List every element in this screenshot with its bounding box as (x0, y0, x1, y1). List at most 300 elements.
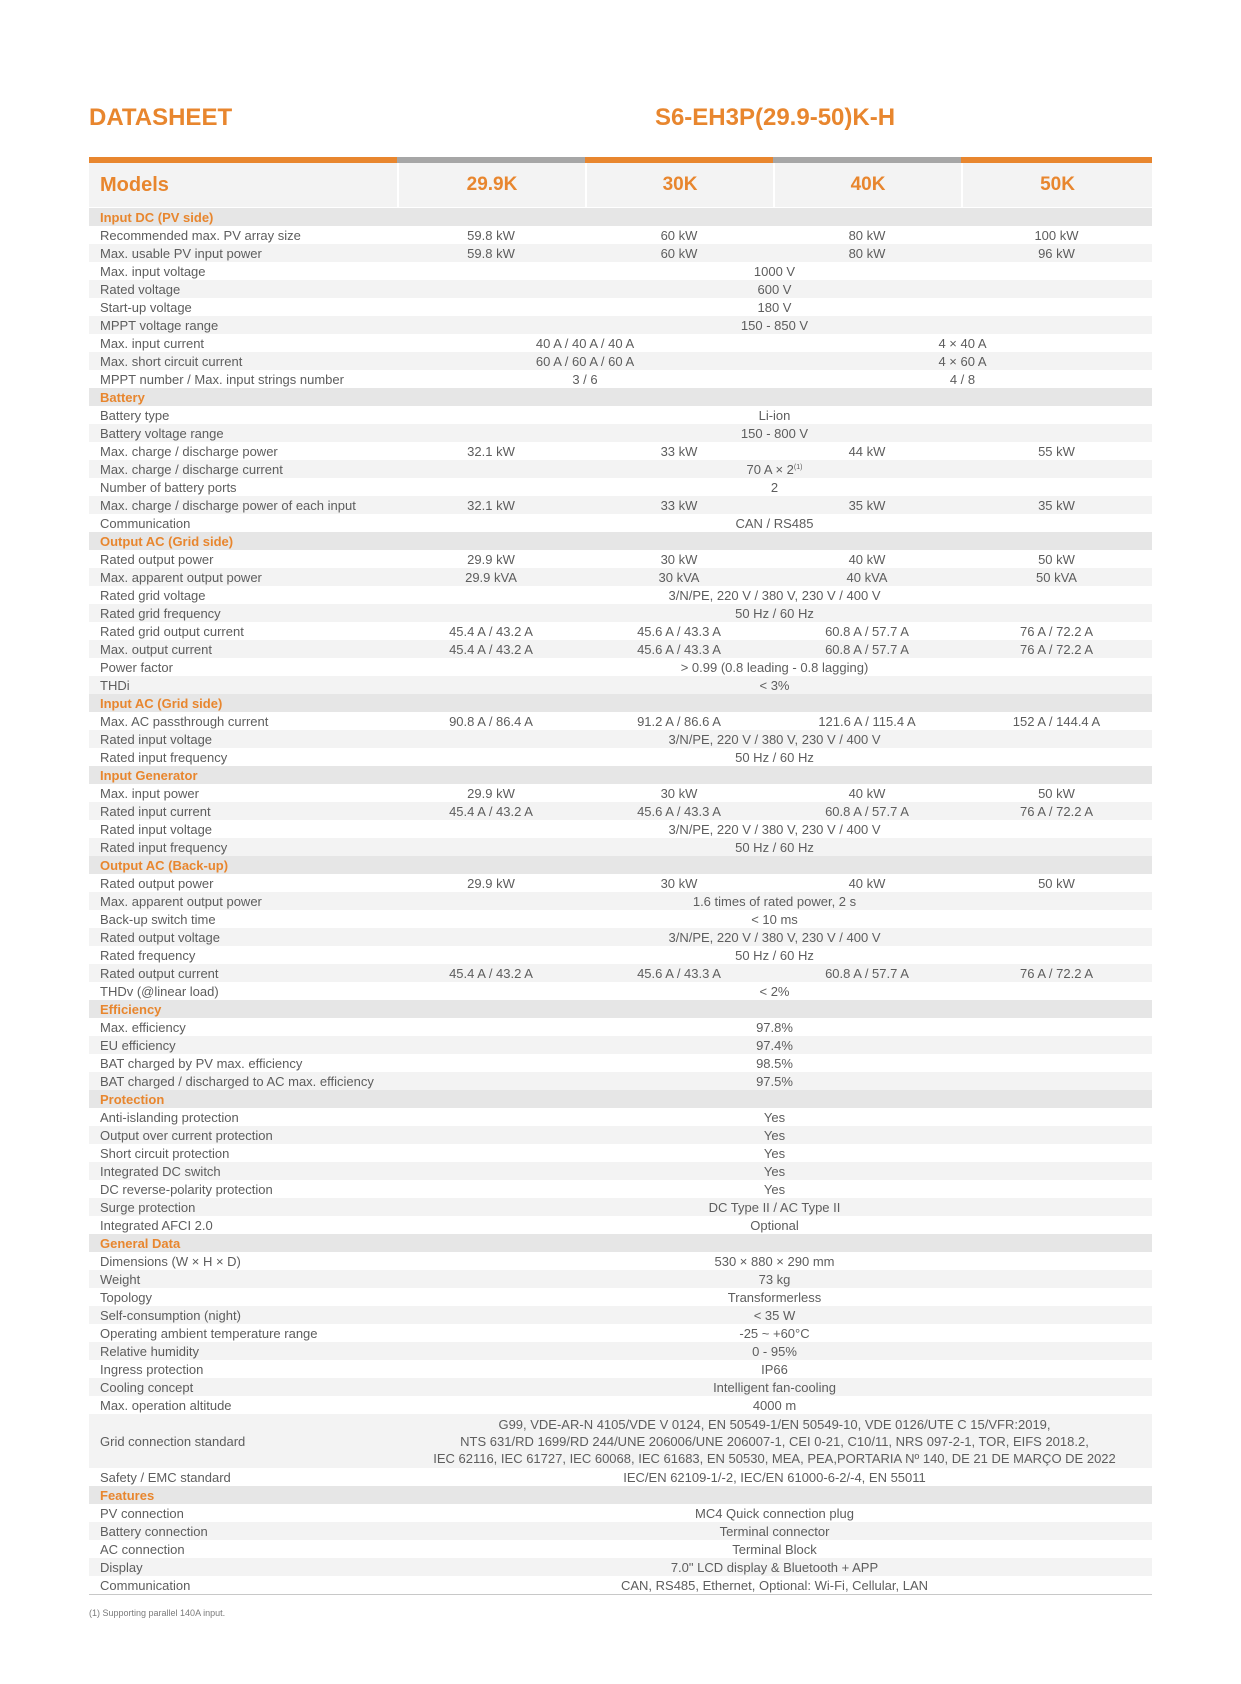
section-title: Input Generator (89, 766, 1152, 784)
row-value (773, 641, 961, 658)
value-text: 35 kW (848, 497, 886, 513)
row-label: Max. charge / discharge power (100, 443, 278, 459)
value-text: 96 kW (1038, 245, 1075, 261)
row-value (397, 1325, 1152, 1342)
value-text: 30 kVA (658, 569, 700, 585)
value-text: DC Type II / AC Type II (708, 1199, 841, 1215)
section-title: Input DC (PV side) (89, 208, 1152, 226)
row-value (397, 785, 585, 802)
row-value (397, 623, 585, 640)
table-row (89, 1252, 1152, 1270)
row-label: Communication (100, 1577, 191, 1593)
value-text: Optional (750, 1217, 799, 1233)
value-text: 40 kW (848, 785, 886, 801)
table-row (89, 316, 1152, 334)
row-value (961, 803, 1152, 820)
table-row (89, 820, 1152, 838)
row-value (397, 641, 585, 658)
row-value (397, 677, 1152, 694)
row-value (773, 353, 1152, 370)
row-label: Topology (100, 1289, 153, 1305)
value-text: 60.8 A / 57.7 A (825, 965, 909, 981)
value-text: 600 V (757, 281, 792, 297)
row-label: Max. AC passthrough current (100, 713, 269, 729)
value-text: 45.4 A / 43.2 A (449, 623, 533, 639)
row-label: Weight (100, 1271, 141, 1287)
table-row (89, 1576, 1152, 1594)
row-value (773, 713, 961, 730)
row-value (773, 803, 961, 820)
value-text: 3/N/PE, 220 V / 380 V, 230 V / 400 V (668, 731, 881, 747)
value-text: 91.2 A / 86.6 A (637, 713, 721, 729)
value-text: 97.8% (756, 1019, 793, 1035)
row-value (397, 731, 1152, 748)
row-value (773, 875, 961, 892)
row-value (961, 245, 1152, 262)
row-label: Safety / EMC standard (100, 1469, 231, 1485)
row-label: Rated input voltage (100, 821, 213, 837)
row-value (397, 929, 1152, 946)
row-value (585, 443, 773, 460)
value-text: Yes (763, 1127, 786, 1143)
section-title: Input AC (Grid side) (89, 694, 1152, 712)
table-row (89, 244, 1152, 262)
row-value (397, 461, 1152, 478)
row-value (397, 443, 585, 460)
row-value (397, 515, 1152, 532)
row-value (773, 497, 961, 514)
table-row (89, 496, 1152, 514)
table-row (89, 514, 1152, 532)
table-row (89, 910, 1152, 928)
value-text: 100 kW (1034, 227, 1079, 243)
row-value (397, 1469, 1152, 1486)
value-text: 76 A / 72.2 A (1019, 641, 1093, 657)
row-label: Integrated AFCI 2.0 (100, 1217, 213, 1233)
row-value (397, 1181, 1152, 1198)
table-row (89, 460, 1152, 478)
value-text: 40 kW (848, 551, 886, 567)
value-text: 50 Hz / 60 Hz (735, 749, 814, 765)
value-text: < 10 ms (751, 911, 798, 927)
table-row (89, 478, 1152, 496)
row-label: Rated grid voltage (100, 587, 206, 603)
row-label: THDi (100, 677, 130, 693)
row-label: Max. output current (100, 641, 212, 657)
table-row (89, 262, 1152, 280)
row-label: Rated input current (100, 803, 211, 819)
row-value (397, 551, 585, 568)
row-value (961, 641, 1152, 658)
value-text: 40 kW (848, 875, 886, 891)
row-value (773, 443, 961, 460)
row-value (585, 641, 773, 658)
table-row (89, 550, 1152, 568)
value-text: IP66 (761, 1361, 788, 1377)
value-text: 180 V (757, 299, 792, 315)
row-value (961, 551, 1152, 568)
table-row (89, 1504, 1152, 1522)
row-value (961, 713, 1152, 730)
table-row (89, 964, 1152, 982)
row-label: Ingress protection (100, 1361, 204, 1377)
table-row (89, 1108, 1152, 1126)
value-text: 50 kW (1038, 551, 1075, 567)
row-value (397, 335, 773, 352)
row-label: Max. efficiency (100, 1019, 186, 1035)
models-label: Models (100, 173, 169, 196)
value-text: 7.0" LCD display & Bluetooth + APP (670, 1559, 879, 1575)
value-text: 40 A / 40 A / 40 A (535, 335, 635, 351)
value-text: 60.8 A / 57.7 A (825, 641, 909, 657)
table-row (89, 604, 1152, 622)
row-value (397, 317, 1152, 334)
value-text: 1.6 times of rated power, 2 s (692, 893, 857, 909)
row-value (773, 371, 1152, 388)
table-row (89, 1036, 1152, 1054)
section-title: Efficiency (89, 1000, 1152, 1018)
table-row (89, 1468, 1152, 1486)
table-row (89, 280, 1152, 298)
value-text: 3/N/PE, 220 V / 380 V, 230 V / 400 V (668, 821, 881, 837)
value-text: 3/N/PE, 220 V / 380 V, 230 V / 400 V (668, 929, 881, 945)
footnote: (1) Supporting parallel 140A input. (89, 1608, 226, 1618)
table-row (89, 226, 1152, 244)
row-value (397, 1379, 1152, 1396)
value-text: 4000 m (752, 1397, 797, 1413)
row-label: Battery connection (100, 1523, 208, 1539)
row-value (961, 875, 1152, 892)
row-value (397, 1271, 1152, 1288)
value-text: < 3% (759, 677, 790, 693)
row-label: Recommended max. PV array size (100, 227, 301, 243)
row-value (397, 1145, 1152, 1162)
value-text: 70 A × 2 (746, 461, 794, 477)
value-text: 97.5% (756, 1073, 793, 1089)
datasheet-title: DATASHEET (89, 104, 233, 131)
value-text: 2 (770, 479, 779, 495)
row-label: BAT charged by PV max. efficiency (100, 1055, 303, 1071)
row-value (397, 1037, 1152, 1054)
row-label: Max. apparent output power (100, 893, 262, 909)
table-row (89, 928, 1152, 946)
value-text: 97.4% (756, 1037, 793, 1053)
row-value (397, 263, 1152, 280)
value-text: 152 A / 144.4 A (1012, 713, 1101, 729)
row-label: Operating ambient temperature range (100, 1325, 318, 1341)
value-text: 33 kW (660, 443, 698, 459)
table-row (89, 1126, 1152, 1144)
table-row (89, 730, 1152, 748)
value-text: 60 kW (660, 227, 698, 243)
value-text: Yes (763, 1163, 786, 1179)
table-row (89, 1306, 1152, 1324)
row-value (397, 425, 1152, 442)
row-label: Rated grid frequency (100, 605, 221, 621)
model-30k: 30K (585, 163, 773, 207)
section-title: Output AC (Grid side) (89, 532, 1152, 550)
row-value (773, 245, 961, 262)
table-row (89, 442, 1152, 460)
value-text: 76 A / 72.2 A (1019, 623, 1093, 639)
table-row (89, 1270, 1152, 1288)
value-text: 80 kW (848, 227, 886, 243)
row-value (773, 965, 961, 982)
row-label: MPPT number / Max. input strings number (100, 371, 344, 387)
row-value (397, 1307, 1152, 1324)
value-text: 32.1 kW (467, 443, 515, 459)
value-text: 4 × 60 A (938, 353, 987, 369)
row-label: Anti-islanding protection (100, 1109, 239, 1125)
row-value (585, 965, 773, 982)
row-value (397, 911, 1152, 928)
table-row (89, 838, 1152, 856)
value-text: 33 kW (660, 497, 698, 513)
row-value (397, 1361, 1152, 1378)
row-label: Power factor (100, 659, 173, 675)
value-text: 60.8 A / 57.7 A (825, 623, 909, 639)
row-value (397, 1559, 1152, 1576)
row-value (585, 227, 773, 244)
row-label: Rated output power (100, 551, 214, 567)
table-row (89, 1378, 1152, 1396)
row-label: Start-up voltage (100, 299, 192, 315)
row-value (397, 983, 1152, 1000)
table-row (89, 1558, 1152, 1576)
section-title: Output AC (Back-up) (89, 856, 1152, 874)
value-text: 59.8 kW (467, 245, 515, 261)
table-row (89, 784, 1152, 802)
row-value (397, 299, 1152, 316)
table-row (89, 1216, 1152, 1234)
table-row (89, 622, 1152, 640)
value-text: 45.6 A / 43.3 A (637, 803, 721, 819)
value-text: Yes (763, 1145, 786, 1161)
table-row (89, 1054, 1152, 1072)
table-row (89, 1198, 1152, 1216)
table-row (89, 874, 1152, 892)
row-value (397, 245, 585, 262)
row-label: Rated input frequency (100, 749, 228, 765)
row-label: Max. charge / discharge current (100, 461, 283, 477)
table-row (89, 334, 1152, 352)
table-row (89, 352, 1152, 370)
row-value (397, 821, 1152, 838)
row-value (397, 803, 585, 820)
row-value (961, 227, 1152, 244)
row-value (397, 1019, 1152, 1036)
value-text: 40 kVA (846, 569, 888, 585)
section-title: Protection (89, 1090, 1152, 1108)
value-text: 60 kW (660, 245, 698, 261)
value-text: IEC/EN 62109-1/-2, IEC/EN 61000-6-2/-4, EN 55011 (623, 1469, 926, 1485)
row-label: DC reverse-polarity protection (100, 1181, 273, 1197)
row-value (585, 497, 773, 514)
value-text: 1000 V (753, 263, 796, 279)
row-label: Battery type (100, 407, 170, 423)
row-value (397, 1253, 1152, 1270)
row-value (397, 569, 585, 586)
row-value (397, 227, 585, 244)
row-value (397, 1523, 1152, 1540)
table-row (89, 424, 1152, 442)
row-label: Rated output current (100, 965, 219, 981)
value-text: 30 kW (660, 785, 698, 801)
row-value (961, 965, 1152, 982)
value-text: 76 A / 72.2 A (1019, 803, 1093, 819)
row-value (585, 803, 773, 820)
row-value (397, 1541, 1152, 1558)
table-row (89, 586, 1152, 604)
row-label: PV connection (100, 1505, 184, 1521)
value-text: MC4 Quick connection plug (695, 1505, 854, 1521)
value-text: Yes (763, 1181, 786, 1197)
row-value (397, 659, 1152, 676)
row-label: Dimensions (W × H × D) (100, 1253, 241, 1269)
value-text: 32.1 kW (467, 497, 515, 513)
model-series-name: S6-EH3P(29.9-50)K-H (654, 104, 896, 131)
table-row (89, 892, 1152, 910)
row-label: Max. usable PV input power (100, 245, 262, 261)
value-text: Terminal connector (719, 1523, 830, 1539)
value-text: < 2% (759, 983, 790, 999)
row-value (585, 245, 773, 262)
row-label: Short circuit protection (100, 1145, 230, 1161)
row-value (397, 1577, 1152, 1594)
row-label: Max. charge / discharge power of each input (100, 497, 356, 513)
value-text: Transformerless (727, 1289, 822, 1305)
value-text: 59.8 kW (467, 227, 515, 243)
value-text: 50 kVA (1036, 569, 1077, 585)
table-row (89, 370, 1152, 388)
row-value (585, 551, 773, 568)
row-label: Rated input frequency (100, 839, 228, 855)
row-value (397, 479, 1152, 496)
value-text: CAN, RS485, Ethernet, Optional: Wi-Fi, Cellular, LAN (620, 1577, 929, 1593)
table-row (89, 1342, 1152, 1360)
table-row (89, 802, 1152, 820)
table-row (89, 640, 1152, 658)
row-value (397, 1217, 1152, 1234)
value-text: G99, VDE-AR-N 4105/VDE V 0124, EN 50549-1/EN 50549-10, VDE 0126/UTE C 15/VFR:2019, NTS 631/RD 1699/RD 244/UNE 206006/UNE 206007-1, CEI 0-21, C10/11, NRS 097-2-1, TOR, EIFS 2018.2, IEC 62116, IEC 61727, IEC 60068, IEC 61683, EN 50530, MEA, PEA,PORTARIA Nº 140, DE 21 DE MARÇO DE 2022 (433, 1416, 1116, 1466)
table-row (89, 658, 1152, 676)
model-29-9k: 29.9K (397, 163, 585, 207)
row-value (773, 623, 961, 640)
value-text: 0 - 95% (752, 1343, 797, 1359)
row-value (961, 569, 1152, 586)
table-row (89, 1162, 1152, 1180)
value-text: 45.6 A / 43.3 A (637, 623, 721, 639)
value-text: 60 A / 60 A / 60 A (535, 353, 635, 369)
value-text: 29.9 kW (467, 875, 515, 891)
row-value (773, 227, 961, 244)
row-label: Number of battery ports (100, 479, 237, 495)
row-label: Rated frequency (100, 947, 196, 963)
value-text: 80 kW (848, 245, 886, 261)
value-text: 35 kW (1038, 497, 1075, 513)
row-value (397, 1416, 1152, 1467)
value-text: 121.6 A / 115.4 A (818, 713, 916, 729)
table-row (89, 982, 1152, 1000)
spec-rows (89, 208, 1152, 1594)
row-label: AC connection (100, 1541, 185, 1557)
row-value (397, 749, 1152, 766)
table-row (89, 1396, 1152, 1414)
table-row (89, 298, 1152, 316)
row-value (397, 875, 585, 892)
section-title: Battery (89, 388, 1152, 406)
model-50k: 50K (961, 163, 1152, 207)
row-value (397, 1163, 1152, 1180)
value-text: 45.4 A / 43.2 A (449, 803, 533, 819)
row-label: Back-up switch time (100, 911, 216, 927)
table-row (89, 1360, 1152, 1378)
row-label: Rated input voltage (100, 731, 213, 747)
section-title: General Data (89, 1234, 1152, 1252)
row-label: Max. operation altitude (100, 1397, 232, 1413)
models-header-row (89, 163, 1152, 208)
value-text: 150 - 800 V (740, 425, 809, 441)
row-label: EU efficiency (100, 1037, 176, 1053)
row-value (585, 875, 773, 892)
value-text: 29.9 kW (467, 785, 515, 801)
value-text: 50 Hz / 60 Hz (735, 839, 814, 855)
table-row (89, 676, 1152, 694)
row-label: Surge protection (100, 1199, 196, 1215)
row-label: Rated output voltage (100, 929, 220, 945)
value-text: -25 ~ +60°C (739, 1325, 810, 1341)
row-value (397, 407, 1152, 424)
value-text: 30 kW (660, 551, 698, 567)
value-text: 55 kW (1038, 443, 1075, 459)
row-value (397, 965, 585, 982)
row-value (397, 893, 1152, 910)
value-text: 50 kW (1038, 785, 1075, 801)
table-row (89, 1324, 1152, 1342)
value-text: 50 Hz / 60 Hz (735, 947, 814, 963)
row-label: Output over current protection (100, 1127, 273, 1143)
value-text: 45.6 A / 43.3 A (637, 965, 721, 981)
model-40k: 40K (773, 163, 961, 207)
row-label: Self-consumption (night) (100, 1307, 241, 1323)
value-text: 150 - 850 V (740, 317, 809, 333)
value-text: 29.9 kVA (465, 569, 517, 585)
row-value (585, 623, 773, 640)
row-value (397, 1073, 1152, 1090)
row-value (397, 353, 773, 370)
row-value (397, 1505, 1152, 1522)
value-text: 50 kW (1038, 875, 1075, 891)
table-row (89, 712, 1152, 730)
value-text: 90.8 A / 86.4 A (449, 713, 533, 729)
value-text: 45.4 A / 43.2 A (449, 641, 533, 657)
row-label: Communication (100, 515, 191, 531)
value-text: Terminal Block (732, 1541, 817, 1557)
row-label: Max. input current (100, 335, 205, 351)
row-value (397, 839, 1152, 856)
value-text: 4 / 8 (949, 371, 976, 387)
row-label: Max. short circuit current (100, 353, 243, 369)
row-label: Max. apparent output power (100, 569, 262, 585)
row-value (773, 569, 961, 586)
row-label: Max. input power (100, 785, 199, 801)
table-row (89, 1522, 1152, 1540)
row-label: Cooling concept (100, 1379, 194, 1395)
value-text: < 35 W (753, 1307, 796, 1323)
row-value (397, 497, 585, 514)
row-value (961, 443, 1152, 460)
value-text: 76 A / 72.2 A (1019, 965, 1093, 981)
